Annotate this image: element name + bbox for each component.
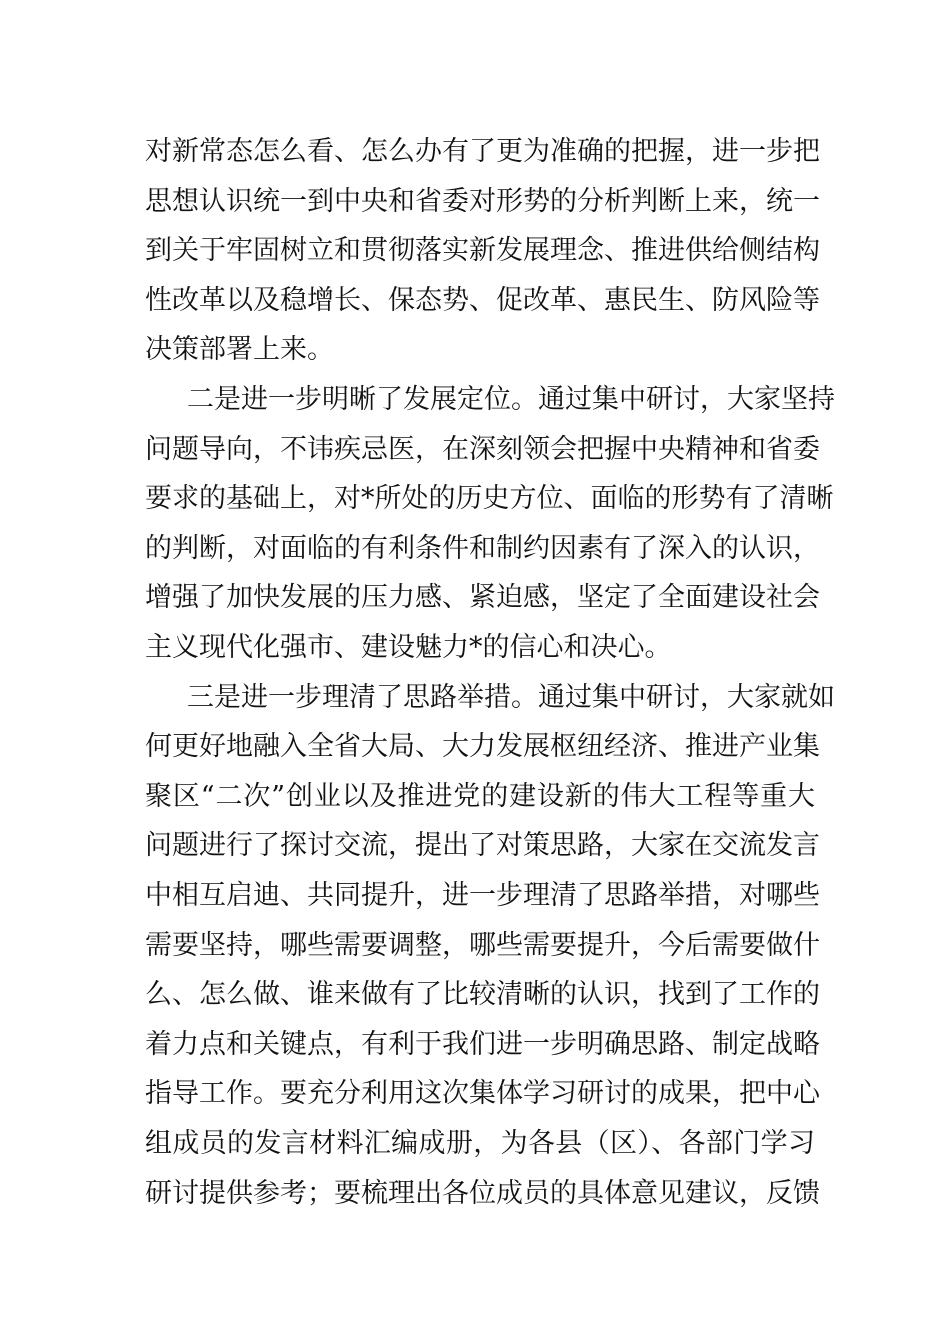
text-line: 增强了加快发展的压力感、紧迫感，坚定了全面建设社会 xyxy=(145,582,820,613)
text-line: 的判断，对面临的有利条件和制约因素有了深入的认识， xyxy=(145,533,820,564)
text-line: 问题进行了探讨交流，提出了对策思路，大家在交流发言 xyxy=(145,830,820,861)
text-line: 问题导向，不讳疾忌医，在深刻领会把握中央精神和省委 xyxy=(145,434,820,465)
text-line: 需要坚持，哪些需要调整，哪些需要提升，今后需要做什 xyxy=(145,930,820,961)
text-line: 要求的基础上，对*所处的历史方位、面临的形势有了清晰 xyxy=(145,483,834,514)
text-line: 么、怎么做、谁来做有了比较清晰的认识，找到了工作的 xyxy=(145,979,820,1010)
text-line: 性改革以及稳增长、保态势、促改革、惠民生、防风险等 xyxy=(145,285,820,316)
text-line: 聚区“二次”创业以及推进党的建设新的伟大工程等重大 xyxy=(145,781,815,812)
text-line: 组成员的发言材料汇编成册，为各县（区）、各部门学习 xyxy=(145,1128,815,1159)
text-line: 中相互启迪、共同提升，进一步理清了思路举措，对哪些 xyxy=(145,880,820,911)
text-line: 二是进一步明晰了发展定位。通过集中研讨，大家坚持 xyxy=(187,384,835,415)
text-line: 主义现代化强市、建设魅力*的信心和决心。 xyxy=(145,632,672,663)
text-line: 三是进一步理清了思路举措。通过集中研讨，大家就如 xyxy=(187,682,835,713)
text-line: 何更好地融入全省大局、大力发展枢纽经济、推进产业集 xyxy=(145,731,820,762)
text-line: 着力点和关键点，有利于我们进一步明确思路、制定战略 xyxy=(145,1029,820,1060)
text-line: 决策部署上来。 xyxy=(145,334,334,365)
text-line: 到关于牢固树立和贯彻落实新发展理念、推进供给侧结构 xyxy=(145,235,820,266)
text-line: 指导工作。要充分利用这次集体学习研讨的成果，把中心 xyxy=(145,1078,820,1109)
text-line: 对新常态怎么看、怎么办有了更为准确的把握，进一步把 xyxy=(145,136,820,167)
text-line: 思想认识统一到中央和省委对形势的分析判断上来，统一 xyxy=(145,186,820,217)
text-line: 研讨提供参考；要梳理出各位成员的具体意见建议，反馈 xyxy=(145,1178,820,1209)
